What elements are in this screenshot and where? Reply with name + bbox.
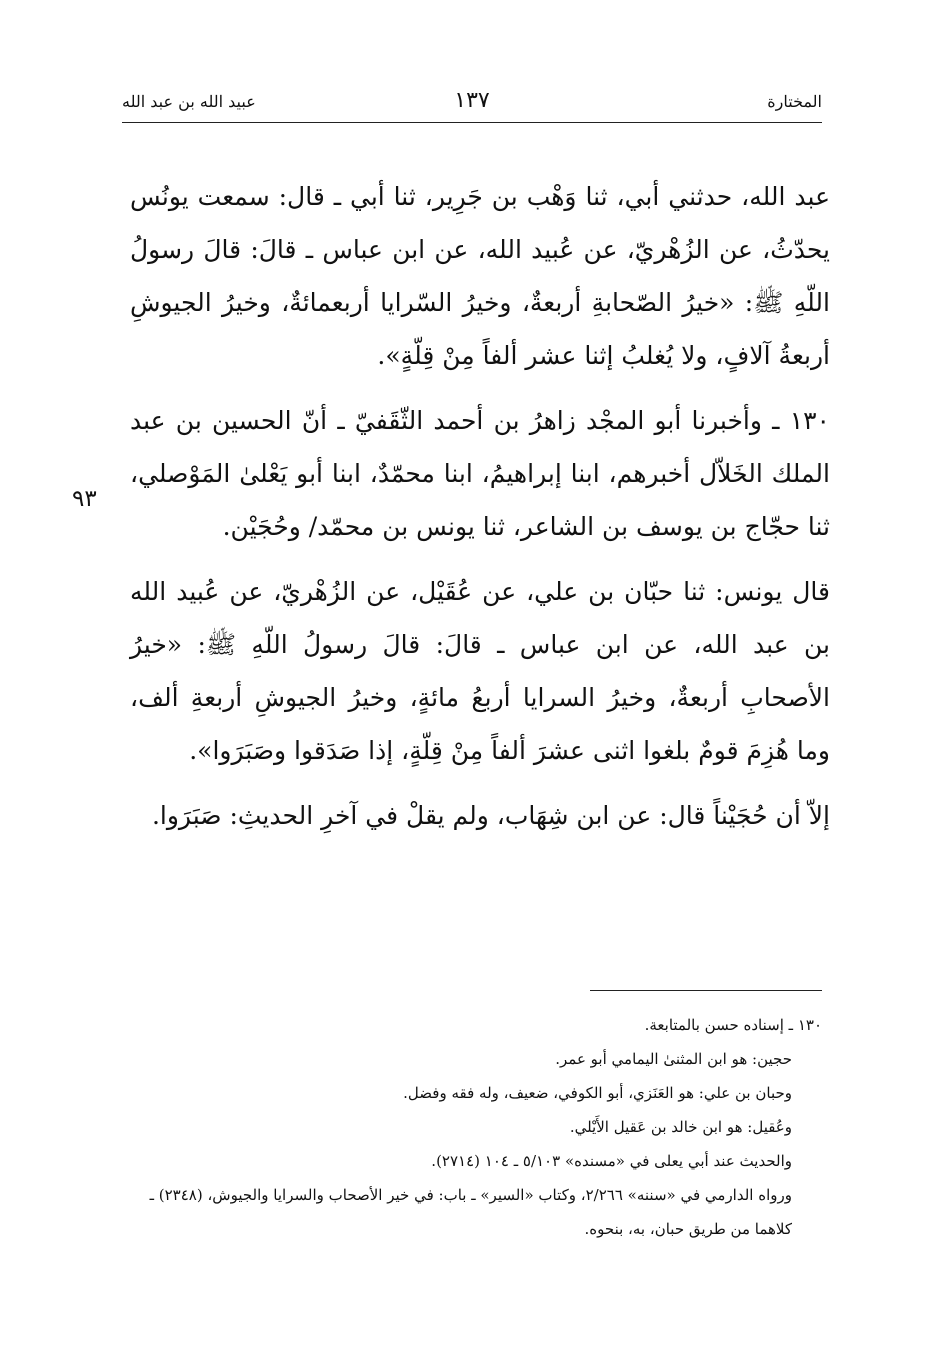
page-number: ١٣٧ bbox=[454, 88, 490, 113]
footnote-line: وحبان بن علي: هو العَنَزي، أبو الكوفي، ضعيف، وله فقه وفضل. bbox=[403, 1084, 792, 1102]
running-header bbox=[122, 88, 822, 124]
footnote-line: حجين: هو ابن المثنىٰ اليمامي أبو عمر. bbox=[555, 1050, 792, 1068]
paragraph-2: ١٣٠ ـ وأخبرنا أبو المجْد زاهرُ بن أحمد الثّقَفيّ ـ أنّ الحسين بن عبد الملك الخَلاّل أخبرهم، ابنا إبراهيمُ، ابنا محمّدٌ، ابنا أبو يَعْلىٰ المَوْصلي، ثنا حجّاج بن يوسف بن الشاعر، ثنا يونس بن محمّد/ وحُجَيْن. bbox=[130, 406, 830, 541]
book-title: المختارة bbox=[767, 92, 822, 111]
paragraph-1: عبد الله، حدثني أبي، ثنا وَهْب بن جَرِير، ثنا أبي ـ قال: سمعت يونُس يحدّثُ، عن الزُهْريّ، عن عُبيد الله، عن ابن عباس ـ قالَ: قالَ رسولُ اللّهِ ﷺ: «خيرُ الصّحابةِ أربعةٌ، وخيرُ السّرايا أربعمائةٌ، وخيرُ الجيوشِ أربعةُ آلافٍ، ولا يُغلبُ إثنا عشر ألفاً مِنْ قِلّةٍ». bbox=[130, 182, 830, 370]
main-text bbox=[130, 170, 830, 854]
footnotes bbox=[122, 1008, 822, 1246]
footnote-line: ١٣٠ ـ إسناده حسن بالمتابعة. bbox=[644, 1016, 822, 1034]
footnote-line: ورواه الدارمي في «سننه» ٢/٢٦٦، وكتاب «السير» ـ باب: في خير الأصحاب والسرايا والجيوش، (٢٣٤٨) ـ كلاهما من طريق حبان، به، بنحوه. bbox=[149, 1186, 792, 1238]
section-title: عبيد الله بن عبد الله bbox=[122, 92, 256, 111]
footnote-rule bbox=[590, 990, 822, 991]
header-rule bbox=[122, 122, 822, 123]
footnote-line: وعُقيل: هو ابن خالد بن عَقيل الأَيْلي. bbox=[569, 1118, 792, 1136]
manuscript-margin-number: ٩٣ bbox=[72, 486, 97, 512]
footnote-line: والحديث عند أبي يعلى في «مسنده» ٥/١٠٣ ـ ١٠٤ (٢٧١٤). bbox=[431, 1152, 792, 1170]
paragraph-3: قال يونس: ثنا حبّان بن علي، عن عُقَيْل، عن الزُهْريّ، عن عُبيد الله بن عبد الله، عن ابن عباس ـ قالَ: قالَ رسولُ اللّهِ ﷺ: «خيرُ الأصحابِ أربعةٌ، وخيرُ السرايا أربعُ مائةٍ، وخيرُ الجيوشِ أربعةِ ألف، وما هُزِمَ قومٌ بلغوا اثنى عشرَ ألفاً مِنْ قِلّةٍ، إذا صَدَقوا وصَبَرَوا». bbox=[130, 577, 830, 765]
paragraph-4: إلاّ أن حُجَيْناً قال: عن ابن شِهَاب، ولم يقلْ في آخرِ الحديثِ: صَبَرَوا. bbox=[151, 801, 830, 830]
